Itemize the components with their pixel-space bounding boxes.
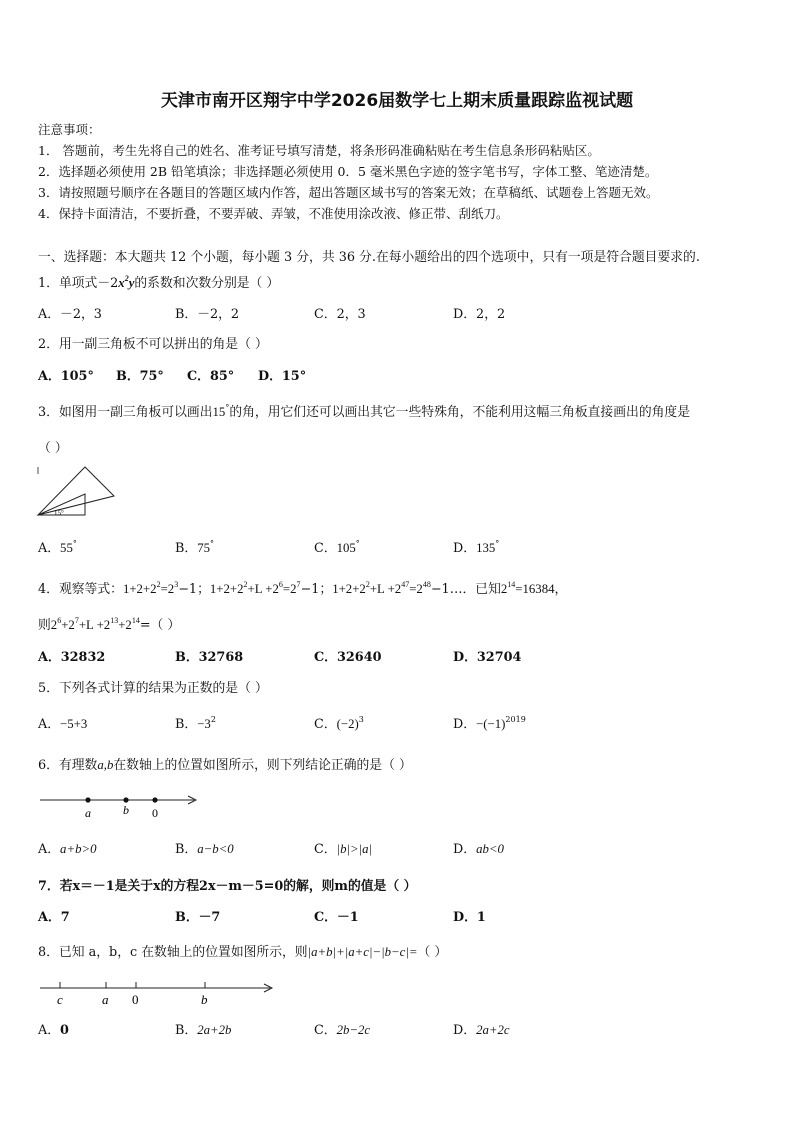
question-3: 3．如图用一副三角板可以画出15°的角，用它们还可以画出其它一些特殊角，不能利用这幅三角板直接画出的角度是 (38, 403, 690, 420)
question-4: 4．观察等式：$1+2+2^2=2^3-1$；$1+2+2^2+L +2^6=2^7-1$；$1+2+2^2+L$ $+2^{47}=2^{48}-1\dots$．已知$2^{14}=16384$， (38, 580, 568, 597)
q8-label-zero: 0 (132, 992, 139, 1007)
q8-option-d[interactable]: D．2a+2c (453, 1023, 510, 1038)
q4-option-a[interactable]: A．32832 (38, 650, 106, 665)
q4-option-c[interactable]: C．32640 (314, 650, 382, 665)
q6-option-d[interactable]: D．ab<0 (453, 842, 504, 857)
q4-option-b[interactable]: B．32768 (175, 650, 244, 665)
q6-number-line (38, 790, 203, 820)
q3-option-a[interactable]: A．55° (38, 539, 77, 556)
q6-point-a (85, 797, 90, 802)
question-2: 2．用一副三角板不可以拼出的角是（ ） (38, 337, 268, 352)
q1-option-a[interactable]: A．－2，3 (38, 307, 102, 322)
q7-option-b[interactable]: B．－7 (175, 910, 221, 925)
q3-answer-paren: （ ） (38, 441, 68, 456)
q7-option-c[interactable]: C．－1 (314, 910, 359, 925)
q2-option-a[interactable]: A．105° (38, 369, 94, 384)
q8-number-line (38, 978, 278, 1008)
q3-option-b[interactable]: B．75° (175, 539, 214, 556)
q8-option-a[interactable]: A．0 (38, 1023, 69, 1038)
q6-point-zero (152, 797, 157, 802)
question-8: 8．已知 a，b，c 在数轴上的位置如图所示，则|a+b|+|a+c|−|b−c|=（ ） (38, 945, 448, 960)
q8-label-c: c (57, 992, 63, 1007)
q5-option-a[interactable]: A．−5+3 (38, 717, 88, 732)
notice-item: 3．请按照题号顺序在各题目的答题区域内作答，超出答题区域书写的答案无效；在草稿纸、试题卷上答题无效。 (38, 185, 659, 200)
q7-option-d[interactable]: D．1 (453, 910, 486, 925)
q6-option-a[interactable]: A．a+b>0 (38, 842, 97, 857)
q4-option-d[interactable]: D．32704 (453, 650, 522, 665)
question-6: 6．有理数a,b在数轴上的位置如图所示，则下列结论正确的是（ ） (38, 758, 412, 773)
q6-option-b[interactable]: B．a−b<0 (175, 842, 234, 857)
question-7: 7．若x＝－1是关于x的方程2x－m－5=0的解，则m的值是（ ） (38, 879, 417, 894)
q6-label-a: a (85, 806, 91, 820)
q8-option-c[interactable]: C．2b−2c (314, 1023, 371, 1038)
q1-option-b[interactable]: B．－2，2 (175, 307, 240, 322)
q5-option-c[interactable]: C．$(-2)^3$ (314, 715, 364, 732)
q5-option-d[interactable]: D．$-(-1)^{2019}$ (453, 715, 526, 732)
q3-option-d[interactable]: D．135° (453, 539, 500, 556)
q1-option-d[interactable]: D．2，2 (453, 307, 506, 322)
q1-option-c[interactable]: C．2，3 (314, 307, 366, 322)
q3-angle-label: 15° (54, 509, 64, 517)
q3-option-c[interactable]: C．105° (314, 539, 360, 556)
q8-label-a: a (102, 992, 109, 1007)
q6-label-b: b (123, 803, 129, 817)
q6-option-c[interactable]: C．|b|>|a| (314, 842, 373, 857)
q8-label-b: b (201, 992, 208, 1007)
q4-expression: 则$2^6+2^7+L +2^{13}+2^{14}=$（ ） (38, 616, 181, 633)
q6-point-b (123, 797, 128, 802)
q3-triangle-figure (36, 465, 118, 521)
notice-item: 4．保持卡面清洁，不要折叠，不要弄破、弄皱，不准使用涂改液、修正带、刮纸刀。 (38, 206, 509, 221)
q2-option-b[interactable]: B．75° (116, 369, 164, 384)
q2-option-c[interactable]: C．85° (187, 369, 235, 384)
q1-monomial: $x^2y$ (118, 274, 135, 290)
q2-option-d[interactable]: D．15° (258, 369, 307, 384)
page-title: 天津市南开区翔宇中学2026届数学七上期末质量跟踪监视试题 (160, 91, 634, 111)
q5-option-b[interactable]: B．$-3^2$ (175, 715, 216, 732)
q6-label-zero: 0 (152, 806, 158, 820)
question-1: 1．单项式$-2x^2y$的系数和次数分别是（ ） (38, 274, 280, 291)
q7-option-a[interactable]: A．7 (38, 910, 70, 925)
q8-option-b[interactable]: B．2a+2b (175, 1023, 232, 1038)
notice-item: 1． 答题前，考生先将自己的姓名、准考证号填写清楚，将条形码准确粘贴在考生信息条形码粘贴区。 (38, 143, 600, 158)
notice-heading: 注意事项： (38, 122, 101, 137)
notice-item: 2．选择题必须使用 2B 铅笔填涂；非选择题必须使用 0．5 毫米黑色字迹的签字笔书写，字体工整、笔迹清楚。 (38, 164, 658, 179)
section-heading: 一、选择题：本大题共 12 个小题，每小题 3 分，共 36 分.在每小题给出的四个选项中，只有一项是符合题目要求的. (38, 250, 700, 265)
question-5: 5．下列各式计算的结果为正数的是（ ） (38, 681, 268, 696)
